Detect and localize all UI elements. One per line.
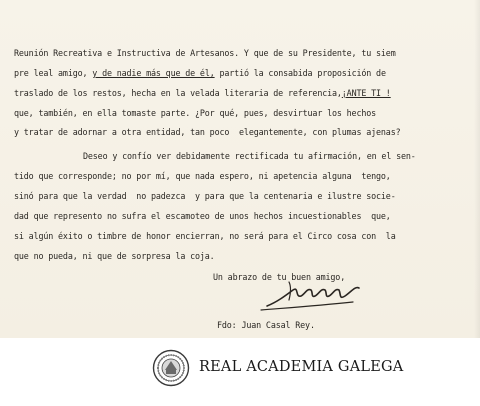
letter-line-8: sinó para que la verdad no padezca y para que la centenaria e ilustre socie- bbox=[14, 191, 396, 201]
letter-line-2 bbox=[14, 68, 386, 78]
letter-line-11: que no pueda, ni que de sorpresa la coja. bbox=[14, 251, 215, 261]
letter-line-2-start: pre leal amigo, bbox=[14, 68, 88, 78]
letter-line-3 bbox=[14, 88, 391, 98]
academy-name: REAL ACADEMIA GALEGA bbox=[199, 359, 404, 375]
ante-ti-phrase: ¡ANTE TI ! bbox=[341, 88, 391, 98]
letter-line-1: Reunión Recreativa e Instructiva de Artesanos. Y que de su Presidente, tu siem bbox=[14, 48, 396, 58]
paper-edge-shadow bbox=[474, 0, 480, 338]
signed-line: Fdo: Juan Casal Rey. bbox=[217, 320, 315, 330]
handwritten-signature bbox=[255, 272, 375, 316]
letter-line-5: y tratar de adornar a otra entidad, tan poco elegantemente, con plumas ajenas? bbox=[14, 127, 401, 137]
letter-line-2-end: partió la consabida proposición de bbox=[214, 68, 386, 78]
letter-line-4: que, también, en ella tomaste parte. ¿Por qué, pues, desvirtuar los hechos bbox=[14, 108, 377, 118]
closing-line: Un abrazo de tu buen amigo, bbox=[213, 272, 346, 282]
letter-line-3-text: traslado de los restos, hecha en la velada literaria de referencia, bbox=[14, 88, 342, 98]
letter-line-9: dad que represento no sufra el escamoteo de unos hechos incuestionables que, bbox=[14, 211, 391, 221]
letter-line-10: si algún éxito o timbre de honor encierran, no será para el Circo cosa con la bbox=[14, 231, 396, 241]
academy-seal-icon bbox=[152, 349, 190, 387]
footer-band bbox=[0, 338, 480, 406]
underlined-phrase: y de nadie más que de él, bbox=[92, 68, 215, 78]
letter-line-7: tido que corresponde; no por mí, que nada espero, ni apetencia alguna tengo, bbox=[14, 171, 391, 181]
letter-line-6: Deseo y confío ver debidamente rectificada tu afirmación, en el sen- bbox=[83, 151, 416, 161]
